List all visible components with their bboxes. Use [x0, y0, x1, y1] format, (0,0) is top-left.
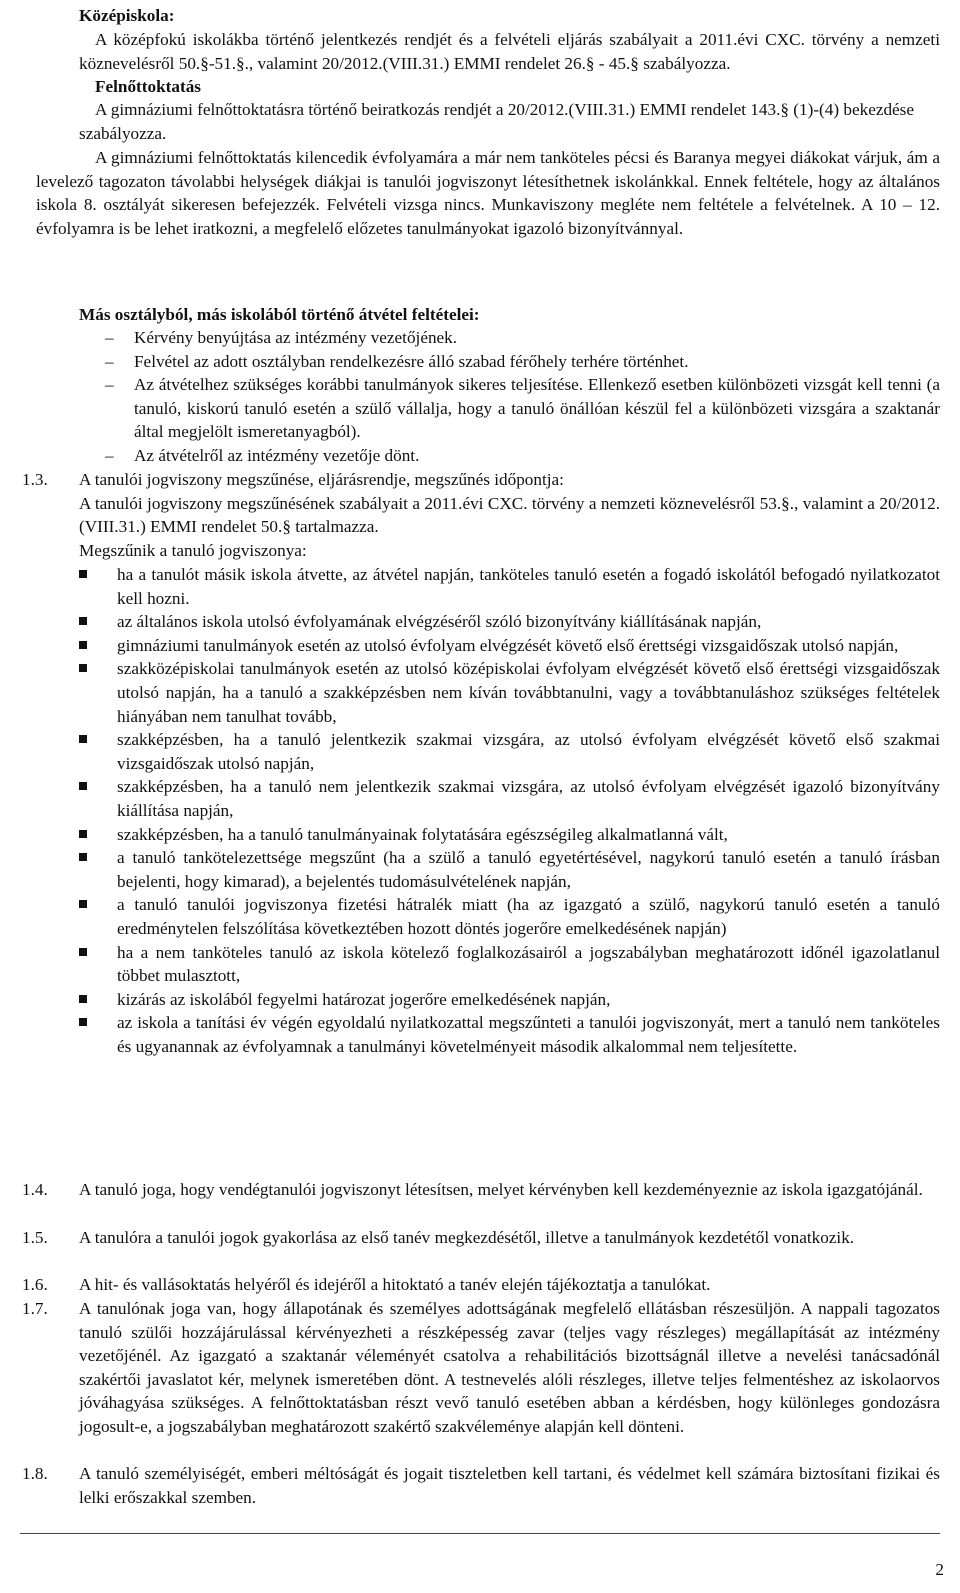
- section-number: 1.3.: [22, 470, 48, 489]
- list-item: – Felvétel az adott osztályban rendelkezésre álló szabad férőhely terhére történhet.: [79, 350, 940, 374]
- termination-cases-list: [79, 563, 940, 1058]
- section-text: A tanuló joga, hogy vendégtanulói jogviszonyt létesítsen, melyet kérvényben kell kezdeményeznie az iskola igazgatójánál.: [79, 1180, 923, 1199]
- section-paragraph: A tanulói jogviszony megszűnésének szabályait a 2011.évi CXC. törvény a nemzeti köznevelésről 53.§., valamint a 20/2012.(VIII.31.) EMMI rendelet 50.§ tartalmazza.: [79, 493, 940, 537]
- list-item: gimnáziumi tanulmányok esetén az utolsó évfolyam elvégzését követő első érettségi vizsgaidőszak utolsó napján,: [79, 634, 940, 658]
- list-item: – Az átvételhez szükséges korábbi tanulmányok sikeres teljesítése. Ellenkező esetben különbözeti vizsgát kell tenni (a tanuló, kiskorú tanuló esetén a szülő vállalja, hogy a tanuló önállóan készül fel a különbözeti vizsgára a szaktanár által megjelölt ismeretanyagból).: [79, 373, 940, 444]
- section-body: [79, 468, 940, 562]
- list-item: szakképzésben, ha a tanuló jelentkezik szakmai vizsgára, az utolsó évfolyam elvégzését követő első szakmai vizsgaidőszak utolsó napján,: [79, 728, 940, 775]
- page-number: 2: [935, 1560, 944, 1579]
- section-1-5: [22, 1226, 940, 1250]
- list-item: szakképzésben, ha a tanuló nem jelentkezik szakmai vizsgára, az utolsó évfolyam elvégzését igazoló bizonyítvány kiállítása napján,: [79, 775, 940, 822]
- list-item: az iskola a tanítási év végén egyoldalú nyilatkozattal megszűnteti a tanulói jogviszonyát, mert a tanuló nem tanköteles és ugyanannak az évfolyamnak a tanulmányi követelményeit második alkalommal nem teljesítette.: [79, 1011, 940, 1058]
- section-number: 1.6.: [22, 1275, 48, 1294]
- section-paragraph: Megszűnik a tanuló jogviszonya:: [79, 540, 307, 560]
- list-item: kizárás az iskolából fegyelmi határozat jogerőre emelkedésének napján,: [79, 988, 940, 1012]
- list-item: – Kérvény benyújtása az intézmény vezetőjének.: [79, 326, 940, 350]
- section-number: 1.5.: [22, 1228, 48, 1247]
- section-1-4: [22, 1178, 940, 1202]
- adult-education-paragraph-2: A gimnáziumi felnőttoktatás kilencedik évfolyamára a már nem tanköteles pécsi és Baranya megyei diákokat várjuk, ám a levelező tagozaton távolabbi helységek diákjai is tanulói jogviszonyt létesíthetnek iskolánkkal. Ennek feltétele, hogy az általános iskola 8. osztályát sikeresen befejezzék. Felvételi vizsga nincs. Munkaviszony megléte nem feltétele a felvételnek. A 10 – 12. évfolyamra is be lehet iratkozni, a megfelelő előzetes tanulmányokat igazoló bizonyítvánnyal.: [36, 148, 940, 238]
- section-1-3: [22, 468, 940, 562]
- adult-education-heading: Felnőttoktatás: [95, 77, 201, 96]
- list-item: szakképzésben, ha a tanuló tanulmányainak folytatására egészségileg alkalmatlanná vált,: [79, 823, 940, 847]
- section-number: 1.4.: [22, 1180, 48, 1199]
- section-text: A hit- és vallásoktatás helyéről és idejéről a hitoktató a tanév elején tájékoztatja a tanulókat.: [79, 1275, 711, 1294]
- footer-divider: [20, 1533, 940, 1534]
- section-1-8: [22, 1462, 940, 1509]
- transfer-heading: Más osztályból, más iskolából történő átvétel feltételei:: [79, 305, 480, 324]
- list-item: a tanuló tanulói jogviszonya fizetési hátralék miatt (ha az igazgató a szülő, nagykorú tanuló esetén a tanuló eredménytelen felszólítása következtében hozott döntés jogerőre emelkedésének napján): [79, 893, 940, 940]
- list-item: ha a tanulót másik iskola átvette, az átvétel napján, tanköteles tanuló esetén a fogadó iskolától befogadó nyilatkozatot kell hozni.: [79, 563, 940, 610]
- adult-education-paragraph-1: A gimnáziumi felnőttoktatásra történő beiratkozás rendjét a 20/2012.(VIII.31.) EMMI rendelet 143.§ (1)-(4) bekezdése szabályozza.: [79, 100, 914, 143]
- section-text: A tanulóra a tanulói jogok gyakorlása az első tanév megkezdésétől, illetve a tanulmányok kezdetétől vonatkozik.: [79, 1228, 855, 1247]
- list-item: az általános iskola utolsó évfolyamának elvégzéséről szóló bizonyítvány kiállításának napján,: [79, 610, 940, 634]
- section-title: A tanulói jogviszony megszűnése, eljárásrendje, megszűnés időpontja:: [79, 470, 564, 489]
- section-1-7: [22, 1297, 940, 1439]
- section-text: A tanulónak joga van, hogy állapotának és személyes adottságának megfelelő ellátásban részesüljön. A nappali tagozatos tanuló szülői hozzájárulással kérvényezheti a részképesség zavar (teljes vagy részleges) megállapítását az intézmény vezetőjénél. Az igazgató a szaktanár véleményét csatolva a rehabilitációs bizottságnál illetve a nevelési tanácsadónál szakértői javaslatot kér, melynek ismeretében dönt. A testnevelés alóli részleges, illetve teljes felmentéshez az iskolaorvos jóváhagyása szükséges. A felnőttoktatásban részt vevő tanuló esetében abban a kérdésben, hogy különleges gondozásra jogosult-e, a jogszabályban meghatározott szakértő szakvéleménye alapján kell dönteni.: [79, 1299, 940, 1436]
- section-1-6: [22, 1273, 940, 1297]
- list-item: a tanuló tankötelezettsége megszűnt (ha a szülő a tanuló egyetértésével, nagykorú tanuló esetén a tanuló írásban bejelenti, hogy kimarad), a bejelentés tudomásulvételének napján,: [79, 846, 940, 893]
- list-item: ha a nem tanköteles tanuló az iskola kötelező foglalkozásairól a jogszabályban meghatározott időnél igazolatlanul többet mulasztott,: [79, 941, 940, 988]
- list-item: – Az átvételről az intézmény vezetője dönt.: [79, 444, 940, 468]
- transfer-conditions-list: [79, 326, 940, 468]
- intro-paragraph: A középfokú iskolákba történő jelentkezés rendjét és a felvételi eljárás szabályait a 2011.évi CXC. törvény a nemzeti köznevelésről 50.§-51.§., valamint 20/2012.(VIII.31.) EMMI rendelet 26.§ - 45.§ szabályozza.: [79, 30, 940, 73]
- section-number: 1.8.: [22, 1464, 48, 1483]
- section-text: A tanuló személyiségét, emberi méltóságát és jogait tiszteletben kell tartani, és védelmet kell számára biztosítani fizikai és lelki erőszakkal szemben.: [79, 1464, 940, 1507]
- list-item: szakközépiskolai tanulmányok esetén az utolsó középiskolai évfolyam elvégzését követő első érettségi vizsgaidőszak utolsó napján, ha a tanuló a szakképzésben nem kíván továbbtanulni, vagy a továbbtanuláshoz szükséges feltételek hiányában nem tanulhat tovább,: [79, 657, 940, 728]
- section-number: 1.7.: [22, 1299, 48, 1318]
- section-heading: Középiskola:: [79, 6, 175, 25]
